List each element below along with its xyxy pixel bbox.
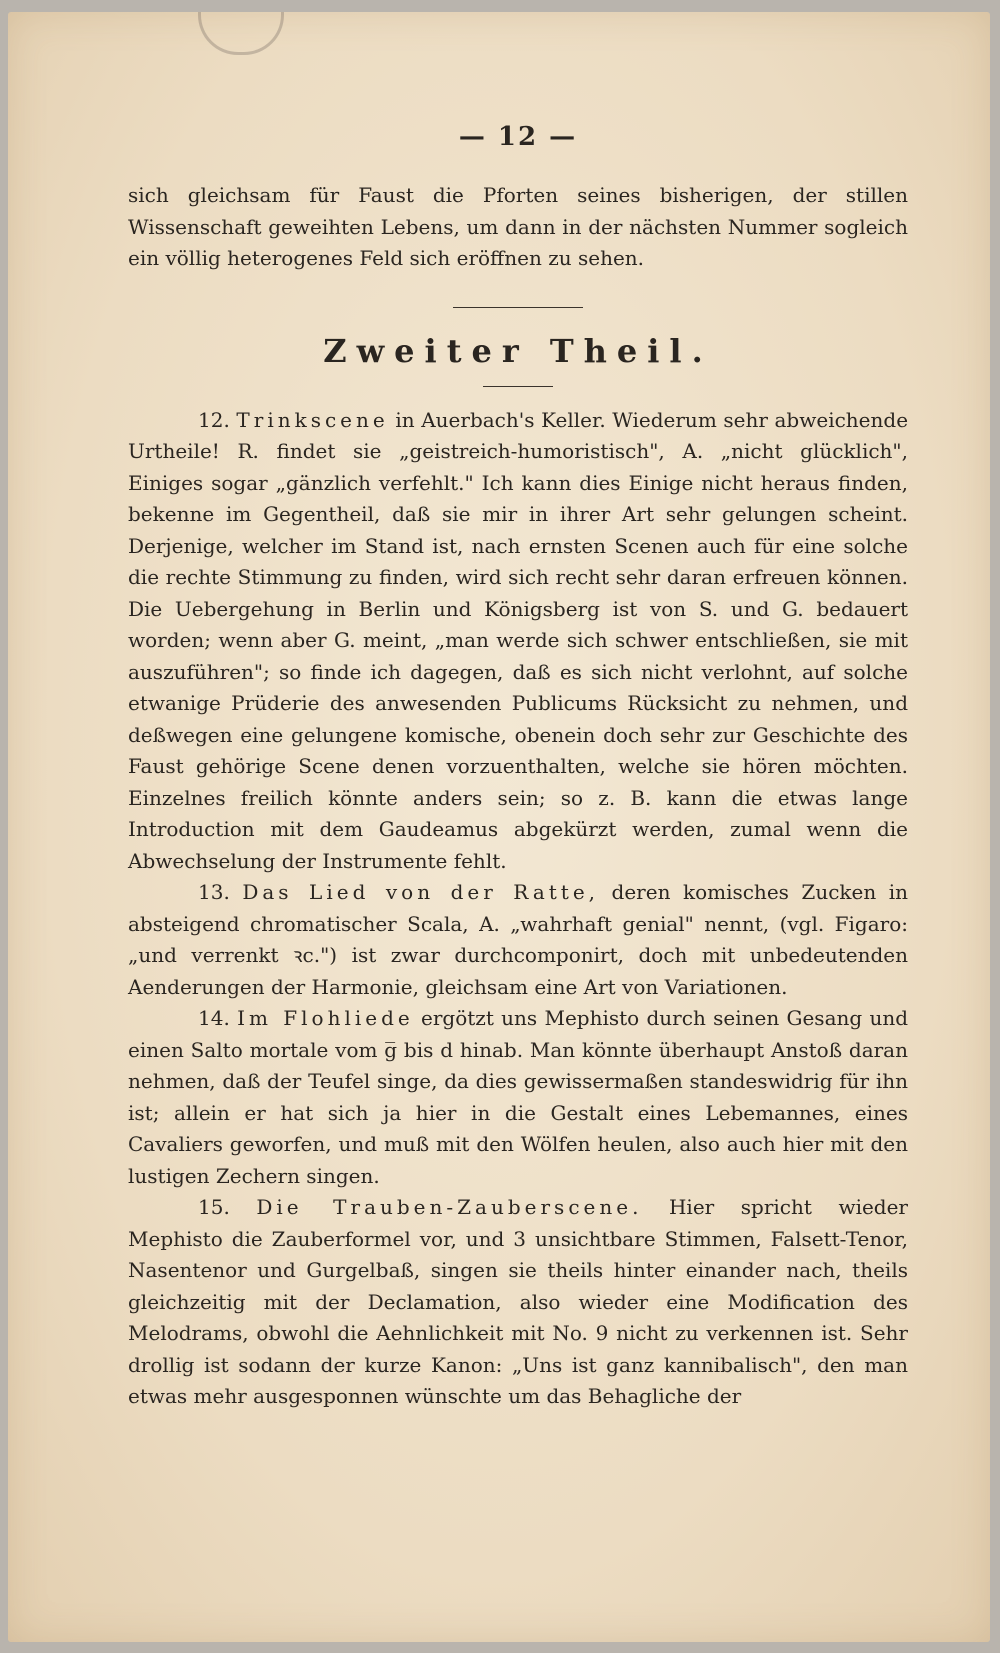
paragraph-body: in Auerbach's Keller. Wiederum sehr abweichende Urtheile! R. findet sie „geistreich-humoristisch", A. „nicht glücklich", Einiges sogar „gänzlich verfehlt." Ich kann dies Einige nicht heraus finden, bekenne im Gegentheil, daß sie mir in ihrer Art sehr gelungen scheint. Derjenige, welcher im Stand ist, nach ernsten Scenen auch für eine solche die rechte Stimmung zu finden, wird sich recht sehr daran erfreuen können. Die Uebergehung in Berlin und Königsberg ist von S. und G. bedauert worden; wenn aber G. meint, „man werde sich schwer entschließen, sie mit auszuführen"; so finde ich dagegen, daß es sich nicht verlohnt, auf solche etwanige Prüderie des anwesenden Publicums Rücksicht zu nehmen, und deßwegen eine gelungene komische, obenein doch sehr zur Geschichte des Faust gehörige Scene denen vorzuenthalten, welche sie hören möchten. Einzelnes freilich könnte anders sein; so z. B. kann die etwas lange Introduction mit dem Gaudeamus abgekürzt werden, zumal wenn die Abwechselung der Instrumente fehlt.	[128, 407, 909, 873]
intro-paragraph: sich gleichsam für Faust die Pforten seines bisherigen, der stillen Wissenschaft geweihten Lebens, um dann in der nächsten Nummer sogleich ein völlig heterogenes Feld sich eröffnen zu sehen.	[128, 183, 908, 270]
paragraph-body: Hier spricht wieder Mephisto die Zauberformel vor, und 3 unsichtbare Stimmen, Falsett-Tenor, Nasentenor und Gurgelbaß, singen sie theils hinter einander nach, theils gleichzeitig mit der Declamation, also wieder eine Modification des Melodrams, obwohl die Aehnlichkeit mit No. 9 nicht zu verkennen ist. Sehr drollig ist sodann der kurze Kanon: „Uns ist ganz kannibalisch", den man etwas mehr ausgesponnen wünschte um das Behagliche der	[128, 1195, 908, 1408]
paragraph-body: ergötzt uns Mephisto durch seinen Gesang und einen Salto mortale vom g̅ bis d hinab. Man könnte überhaupt Anstoß daran nehmen, daß der Teufel singe, da dies gewissermaßen standeswidrig für ihn ist; allein er hat sich ja hier in die Gestalt eines Lebemannes, eines Cavaliers geworfen, und muß mit den Wölfen heulen, also auch hier mit den lustigen Zechern singen.	[128, 1006, 909, 1188]
section-title: Zweiter Theil.	[323, 331, 713, 370]
paragraph-title: Trinkscene	[236, 407, 389, 432]
paragraph-12	[128, 405, 908, 878]
section-divider	[453, 307, 583, 308]
paragraph-number: 15.	[198, 1195, 230, 1219]
paragraph-body: deren komisches Zucken in absteigend chromatischer Scala, A. „wahrhaft genial" nennt, (vgl. Figaro: „und verrenkt ꝛc.") ist zwar durchcomponirt, doch mit unbedeutenden Aenderungen der Harmonie, gleichsam eine Art von Variationen.	[128, 880, 909, 999]
paragraph-number: 13.	[198, 880, 230, 904]
paragraph-14	[128, 1003, 908, 1192]
paragraph-number: 14.	[198, 1006, 230, 1030]
book-page	[8, 12, 990, 1642]
title-underline	[483, 386, 553, 387]
paragraph-number: 12.	[198, 407, 230, 432]
paragraph-15	[128, 1192, 908, 1413]
paragraph-title: Im Flohliede	[237, 1006, 414, 1030]
paragraph-title: Das Lied von der Ratte,	[242, 880, 600, 904]
paragraph-title: Die Trauben-Zauberscene.	[256, 1195, 643, 1219]
paper-clip-mark	[198, 12, 284, 55]
page-number: — 12 —	[458, 122, 578, 152]
page-text-block	[128, 122, 908, 1413]
paragraph-13	[128, 877, 908, 1003]
